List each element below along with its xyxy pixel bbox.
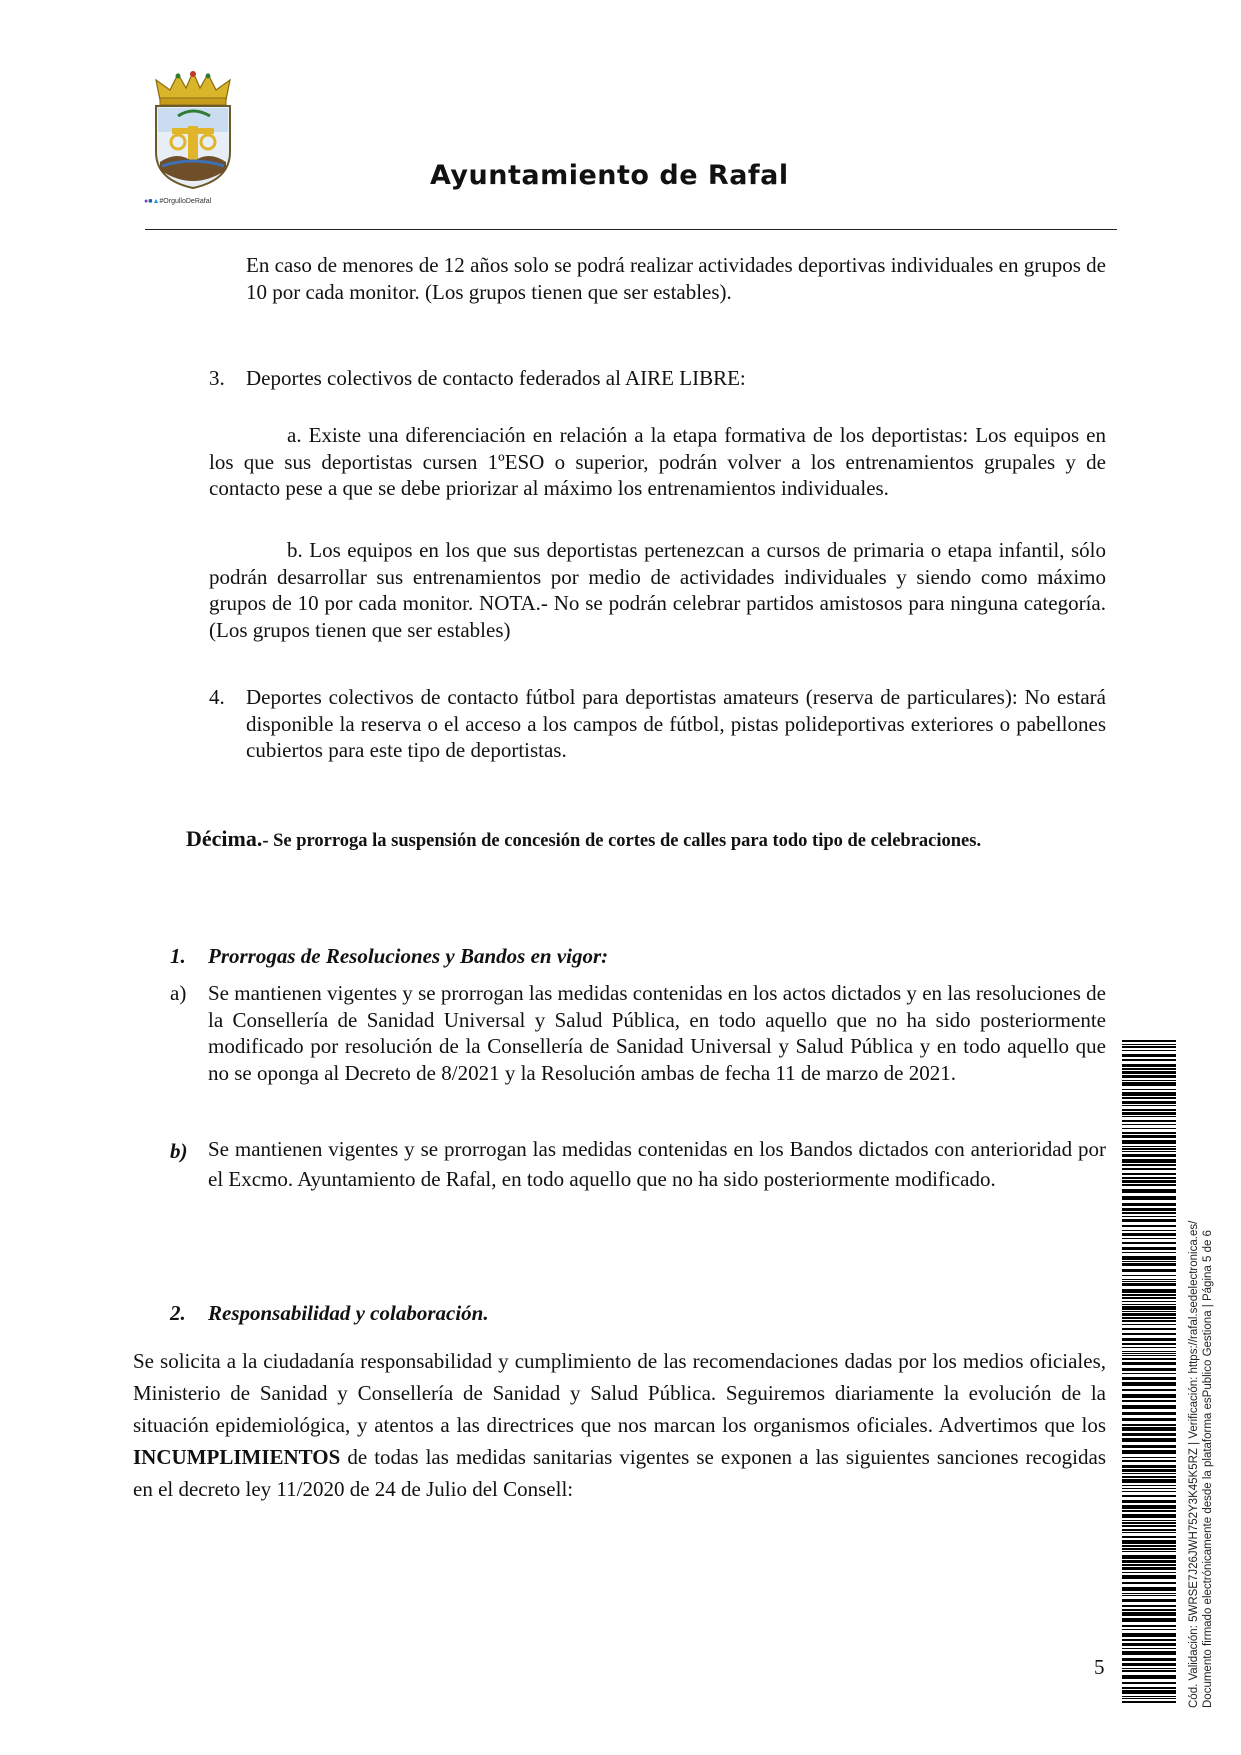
barcode-bar	[1122, 1445, 1176, 1448]
barcode-bar	[1122, 1362, 1176, 1365]
section-1-number: 1.	[170, 944, 186, 968]
item-3-text: Deportes colectivos de contacto federados al AIRE LIBRE:	[246, 366, 746, 390]
intro-paragraph: En caso de menores de 12 años solo se podrá realizar actividades deportivas individuales en grupos de 10 por cada monitor. (Los grupos tienen que ser estables).	[246, 253, 1106, 304]
barcode-bar	[1122, 1040, 1176, 1042]
social-icons: ●	[144, 198, 149, 205]
barcode-bar	[1122, 1682, 1176, 1684]
barcode-bar	[1122, 1394, 1176, 1398]
barcode-bar	[1122, 1324, 1176, 1325]
barcode-bar	[1122, 1377, 1176, 1380]
barcode-bar	[1122, 1180, 1176, 1183]
barcode-bar	[1122, 1593, 1176, 1594]
barcode-bar	[1122, 1476, 1176, 1478]
barcode-bar	[1122, 1491, 1176, 1492]
section-1-item-b-label: b)	[170, 1139, 188, 1163]
barcode-bar	[1122, 1112, 1176, 1115]
barcode-bar	[1122, 1283, 1176, 1286]
barcode-bar	[1122, 1663, 1176, 1666]
barcode-bar	[1122, 1532, 1176, 1533]
barcode-bar	[1122, 1651, 1176, 1655]
decima-label: Décima.	[186, 826, 263, 851]
barcode-bar	[1122, 1457, 1176, 1458]
barcode-bar	[1122, 1551, 1176, 1552]
decima-text: - Se prorroga la suspensión de concesión de cortes de calles para todo tipo de celebraciones.	[262, 831, 982, 851]
barcode-bar	[1122, 1488, 1176, 1489]
barcode-bar	[1122, 1353, 1176, 1354]
barcode-bar	[1122, 1529, 1176, 1531]
barcode-bar	[1122, 1261, 1176, 1262]
barcode-bar	[1122, 1633, 1176, 1637]
barcode-bar	[1122, 1151, 1176, 1152]
barcode-bar	[1122, 1159, 1176, 1163]
barcode-bar	[1122, 1059, 1176, 1061]
barcode-bar	[1122, 1064, 1176, 1067]
barcode-bar	[1122, 1465, 1176, 1468]
section-2-number: 2.	[170, 1301, 186, 1325]
barcode-bar	[1122, 1164, 1176, 1166]
barcode-bar	[1122, 1427, 1176, 1431]
barcode-bar	[1122, 1044, 1176, 1045]
barcode-bar	[1122, 1233, 1176, 1236]
barcode-bar	[1122, 1347, 1176, 1348]
barcode-bar	[1122, 1146, 1176, 1147]
barcode-bar	[1122, 1320, 1176, 1322]
barcode-bar	[1122, 1196, 1176, 1200]
barcode-bar	[1122, 1120, 1176, 1122]
barcode-bar	[1122, 1536, 1176, 1538]
barcode-bar	[1122, 1575, 1176, 1579]
barcode-bar	[1122, 1230, 1176, 1231]
barcode-bar	[1122, 1605, 1176, 1607]
barcode-bar	[1122, 1216, 1176, 1217]
barcode-bar	[1122, 1505, 1176, 1509]
barcode-bar	[1122, 1071, 1176, 1074]
barcode-bar	[1122, 1105, 1176, 1106]
barcode-bar	[1122, 1109, 1176, 1111]
barcode-bar	[1122, 1304, 1176, 1305]
barcode-bar	[1122, 1514, 1176, 1518]
header-divider	[145, 229, 1117, 230]
page-number: 5	[1094, 1655, 1105, 1679]
barcode-bar	[1122, 1189, 1176, 1193]
section-2-heading: Responsabilidad y colaboración.	[208, 1301, 489, 1325]
barcode-bar	[1122, 1301, 1176, 1302]
barcode-bar	[1122, 1479, 1176, 1483]
barcode-bar	[1122, 1690, 1176, 1694]
barcode-bar	[1122, 1368, 1176, 1371]
barcode-bar	[1122, 1116, 1176, 1117]
section-2-paragraph	[133, 1345, 1106, 1505]
barcode-bar	[1122, 1382, 1176, 1386]
barcode-bar	[1122, 1343, 1176, 1345]
section-2-text-after: de todas las medidas sanitarias vigentes se exponen a las siguientes sanciones recogidas en el decreto ley 11/2020 de 24 de Julio del Consell:	[133, 1445, 1106, 1501]
barcode-bar	[1122, 1046, 1176, 1048]
barcode-bar	[1122, 1658, 1176, 1661]
barcode-bar	[1122, 1173, 1176, 1175]
barcode-bar	[1122, 1252, 1176, 1253]
barcode-bar	[1122, 1124, 1176, 1125]
barcode-bar	[1122, 1698, 1176, 1699]
barcode-bar	[1122, 1328, 1176, 1330]
barcode-bar	[1122, 1089, 1176, 1090]
section-2-text-before: Se solicita a la ciudadanía responsabilidad y cumplimiento de las recomendaciones dadas por los medios oficiales, Ministerio de Sanidad y Consellería de Sanidad y Salud Pública. Seguiremos diariamente la evolución de la situación epidemiológica, y atentos a las directrices que nos marcan los organismos oficiales. Advertimos que los	[133, 1349, 1106, 1437]
barcode-bar	[1122, 1317, 1176, 1319]
section-1-item-b-text: Se mantienen vigentes y se prorrogan las medidas contenidas en los Bandos dictados con anterioridad por el Excmo. Ayuntamiento de Rafal, en todo aquello que no ha sido posteriormente modificado.	[208, 1137, 1106, 1191]
barcode-bar	[1122, 1582, 1176, 1584]
barcode-bar	[1122, 1520, 1176, 1521]
barcode-bar	[1122, 1522, 1176, 1524]
barcode-bar	[1122, 1082, 1176, 1086]
item-3-sub-a: a. Existe una diferenciación en relación a la etapa formativa de los deportistas: Los equipos en los que sus deportistas cursen 1ºESO o superior, podrán volver a los entrenamientos grupales y de contacto pese a que se debe priorizar al máximo los entrenamientos individuales.	[209, 423, 1106, 501]
barcode-bar	[1122, 1643, 1176, 1646]
barcode-bar	[1122, 1438, 1176, 1442]
barcode-bar	[1122, 1219, 1176, 1222]
barcode-bar	[1122, 1177, 1176, 1179]
barcode-bar	[1122, 1275, 1176, 1276]
barcode-bar	[1122, 1075, 1176, 1078]
barcode-bar	[1122, 1208, 1176, 1211]
barcode-bar	[1122, 1668, 1176, 1669]
barcode-bar	[1122, 1338, 1176, 1341]
barcode-bar	[1122, 1225, 1176, 1227]
barcode-bar	[1122, 1148, 1176, 1150]
barcode-bar	[1122, 1540, 1176, 1544]
barcode-bar	[1122, 1567, 1176, 1570]
page-title: Ayuntamiento de Rafal	[430, 160, 789, 191]
item-4-text: Deportes colectivos de contacto fútbol para deportistas amateurs (reserva de particulares): No estará disponible la reserva o el acceso a los campos de fútbol, pistas polideportivas exteriores o pabellones cubiertos para este tipo de deportistas.	[246, 685, 1106, 763]
barcode-bar	[1122, 1400, 1176, 1402]
barcode-bar	[1122, 1132, 1176, 1134]
incumplimientos-emphasis: INCUMPLIMIENTOS	[133, 1445, 341, 1469]
barcode-bar	[1122, 1469, 1176, 1472]
section-1-item-a-text: Se mantienen vigentes y se prorrogan las medidas contenidas en los actos dictados y en las resoluciones de la Consellería de Sanidad Universal y Salud Pública, en todo aquello que no ha sido posteriormente modificado por resolución de la Consellería de Sanidad Universal y Salud Pública y en todo aquello que no se oponga al Decreto de 8/2021 y la Resolución ambas de fecha 11 de marzo de 2021.	[208, 981, 1106, 1085]
barcode-bar	[1122, 1587, 1176, 1591]
barcode-bar	[1122, 1555, 1176, 1559]
validation-barcode	[1122, 1040, 1176, 1705]
barcode-bar	[1122, 1433, 1176, 1436]
barcode-bar	[1122, 1599, 1176, 1602]
section-1-heading: Prorrogas de Resoluciones y Bandos en vigor:	[208, 944, 609, 968]
barcode-bar	[1122, 1418, 1176, 1421]
barcode-bar	[1122, 1545, 1176, 1547]
item-4-number: 4.	[209, 685, 225, 709]
barcode-bar	[1122, 1297, 1176, 1299]
barcode-bar	[1122, 1424, 1176, 1426]
barcode-bar	[1122, 1092, 1176, 1096]
barcode-bar	[1122, 1054, 1176, 1057]
barcode-bar	[1122, 1355, 1176, 1356]
barcode-bar	[1122, 1256, 1176, 1260]
barcode-bar	[1122, 1358, 1176, 1360]
barcode-bar	[1122, 1548, 1176, 1550]
barcode-bar	[1122, 1068, 1176, 1070]
logo-caption: ●■▲#OrgulloDeRafal	[144, 198, 212, 205]
barcode-bar	[1122, 1281, 1176, 1282]
barcode-bar	[1122, 1238, 1176, 1239]
barcode-bar	[1122, 1696, 1176, 1697]
barcode-bar	[1122, 1648, 1176, 1649]
barcode-bar	[1122, 1405, 1176, 1409]
barcode-bar	[1122, 1510, 1176, 1512]
barcode-bar	[1122, 1242, 1176, 1244]
barcode-bar	[1122, 1460, 1176, 1462]
barcode-bar	[1122, 1311, 1176, 1312]
municipal-coat-of-arms	[144, 70, 238, 210]
barcode-bar	[1122, 1595, 1176, 1596]
barcode-bar	[1122, 1263, 1176, 1266]
barcode-bar	[1122, 1184, 1176, 1186]
barcode-bar	[1122, 1389, 1176, 1391]
barcode-bar	[1122, 1289, 1176, 1293]
barcode-bar	[1122, 1525, 1176, 1527]
barcode-bar	[1122, 1612, 1176, 1616]
section-1-item-a-label: a)	[170, 981, 187, 1005]
barcode-bar	[1122, 1279, 1176, 1280]
barcode-bar	[1122, 1306, 1176, 1310]
barcode-bar	[1122, 1101, 1176, 1104]
barcode-bar	[1122, 1097, 1176, 1099]
barcode-bar	[1122, 1625, 1176, 1627]
barcode-bar	[1122, 1500, 1176, 1503]
barcode-bar	[1122, 1247, 1176, 1250]
barcode-bar	[1122, 1154, 1176, 1157]
barcode-bar	[1122, 1609, 1176, 1611]
barcode-bar	[1122, 1050, 1176, 1051]
barcode-bar	[1122, 1450, 1176, 1454]
barcode-bar	[1122, 1351, 1176, 1352]
barcode-bar	[1122, 1412, 1176, 1415]
barcode-bar	[1122, 1373, 1176, 1374]
validation-text-line-2: Documento firmado electrónicamente desde la plataforma esPublico Gestiona | Página 5 de 6	[1202, 1230, 1214, 1708]
barcode-bar	[1122, 1675, 1176, 1679]
barcode-bar	[1122, 1203, 1176, 1206]
barcode-bar	[1122, 1168, 1176, 1170]
barcode-bar	[1122, 1639, 1176, 1641]
barcode-bar	[1122, 1485, 1176, 1486]
barcode-bar	[1122, 1080, 1176, 1081]
barcode-bar	[1122, 1269, 1176, 1272]
barcode-bar	[1122, 1212, 1176, 1214]
barcode-bar	[1122, 1670, 1176, 1672]
barcode-bar	[1122, 1473, 1176, 1474]
coat-of-arms-icon	[148, 70, 238, 210]
barcode-bar	[1122, 1333, 1176, 1335]
barcode-bar	[1122, 1560, 1176, 1563]
barcode-bar	[1122, 1313, 1176, 1316]
barcode-bar	[1122, 1687, 1176, 1689]
barcode-bar	[1122, 1140, 1176, 1144]
validation-text-line-1: Cód. Validación: 5WRSE7J26JWH752Y3K45K5RZ | Verificación: https://rafal.sedelectronica.es/	[1188, 1220, 1200, 1708]
barcode-bar	[1122, 1495, 1176, 1497]
decima-paragraph	[133, 825, 1106, 855]
barcode-bar	[1122, 1572, 1176, 1573]
item-3-number: 3.	[209, 366, 225, 390]
barcode-bar	[1122, 1701, 1176, 1703]
barcode-bar	[1122, 1294, 1176, 1296]
barcode-bar	[1122, 1564, 1176, 1566]
barcode-bar	[1122, 1135, 1176, 1138]
barcode-bar	[1122, 1629, 1176, 1630]
item-3-sub-b: b. Los equipos en los que sus deportistas pertenezcan a cursos de primaria o etapa infantil, sólo podrán desarrollar sus entrenamientos por medio de actividades individuales y siendo como máximo grupos de 10 por cada monitor. NOTA.- No se podrán celebrar partidos amistosos para ninguna categoría. (Los grupos tienen que ser estables)	[209, 538, 1106, 642]
barcode-bar	[1122, 1128, 1176, 1129]
barcode-bar	[1122, 1618, 1176, 1622]
